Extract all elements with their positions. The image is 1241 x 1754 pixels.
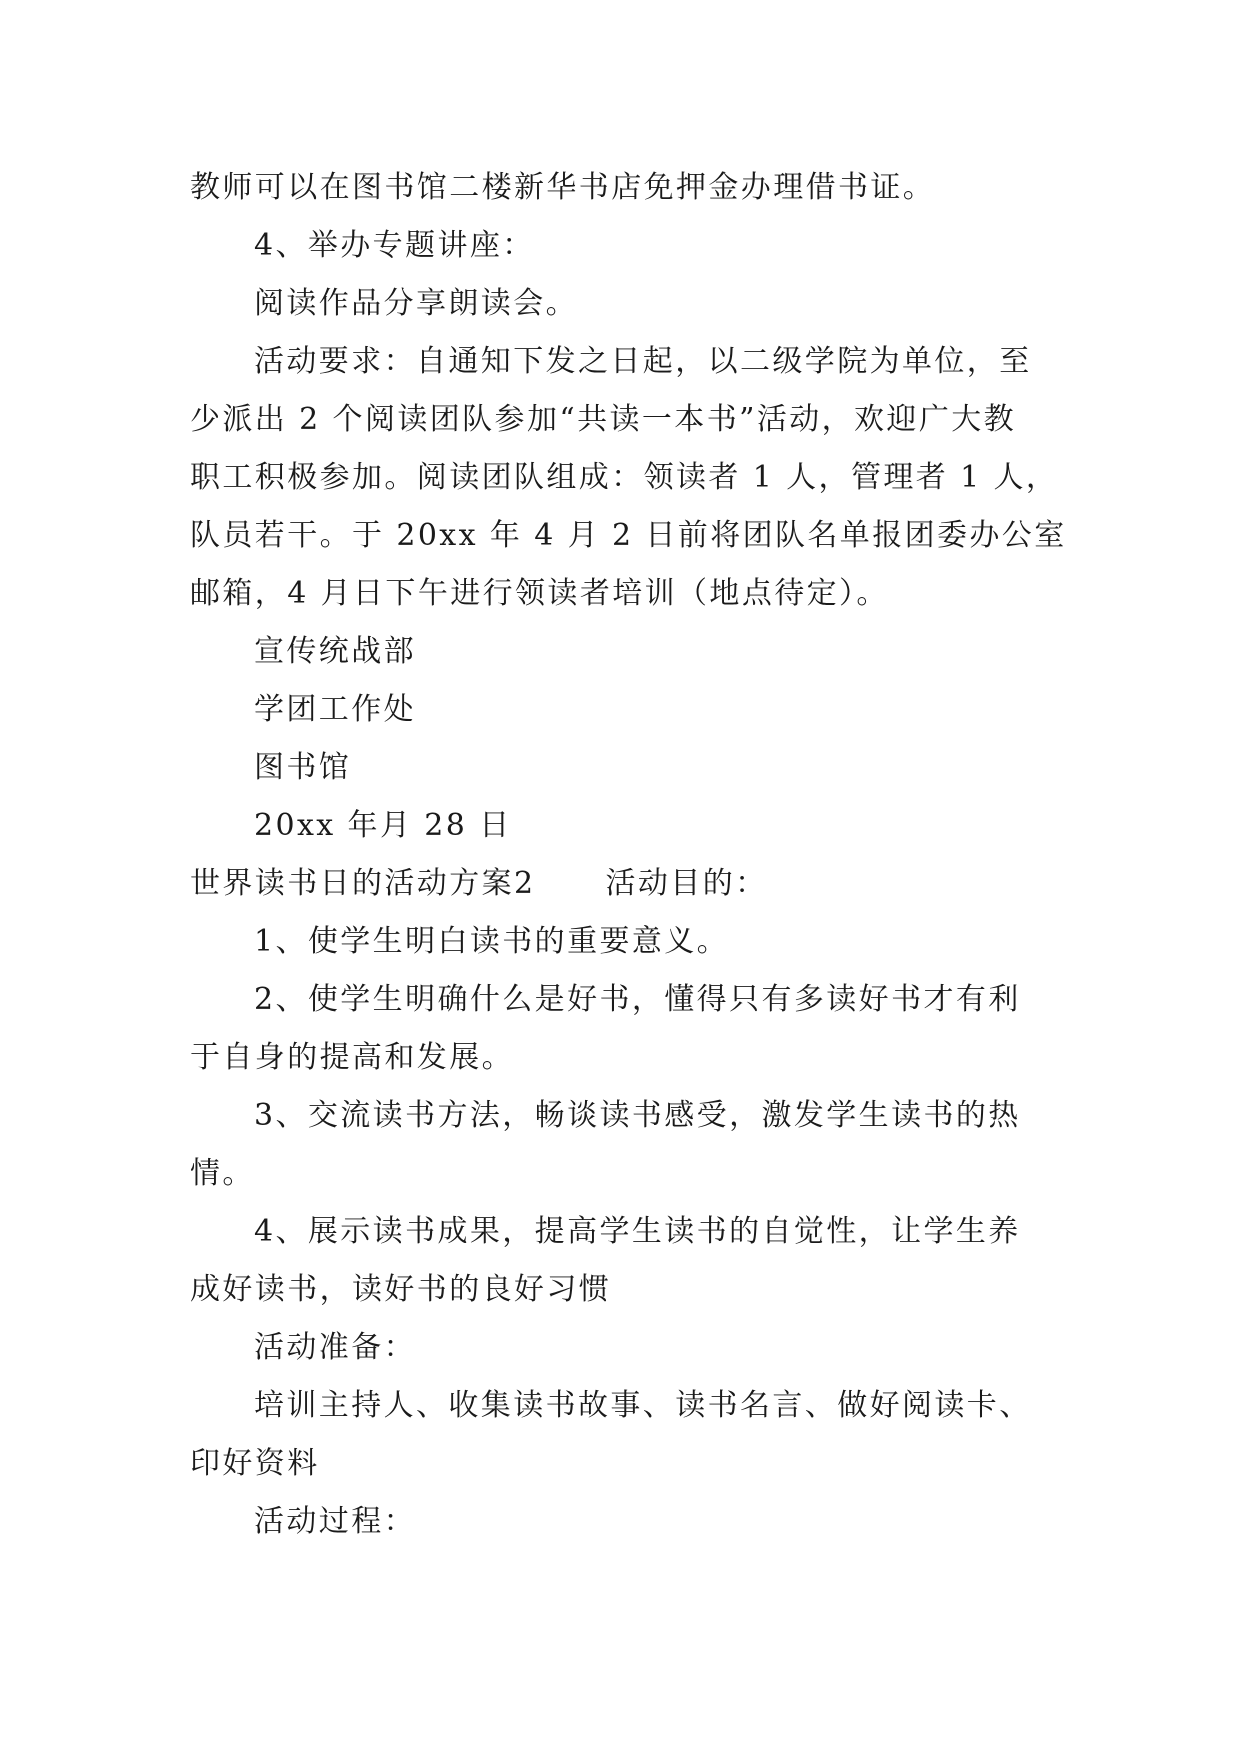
text-line: 少派出 2 个阅读团队参加“共读一本书”活动，欢迎广大教 (190, 402, 1017, 437)
text-line: 4、举办专题讲座： (254, 228, 535, 263)
section-heading-line (190, 855, 1050, 913)
text-line: 培训主持人、收集读书故事、读书名言、做好阅读卡、 (254, 1388, 1032, 1423)
subsection-label: 活动目的： (605, 866, 768, 901)
text-line: 1、使学生明白读书的重要意义。 (254, 924, 730, 959)
text-line: 活动要求：自通知下发之日起，以二级学院为单位，至 (254, 344, 1032, 379)
document-page (190, 0, 1067, 1754)
text-line: 印好资料 (190, 1446, 320, 1481)
signature-line: 宣传统战部 (254, 634, 416, 669)
text-line: 活动准备： (254, 1330, 416, 1365)
text-line: 阅读作品分享朗读会。 (254, 286, 578, 321)
date-line: 20xx 年月 28 日 (254, 808, 512, 843)
section-title: 世界读书日的活动方案2 (190, 866, 536, 901)
text-line: 3、交流读书方法，畅谈读书感受，激发学生读书的热 (254, 1098, 1021, 1133)
text-line: 于自身的提高和发展。 (190, 1040, 514, 1075)
text-line: 4、展示读书成果，提高学生读书的自觉性，让学生养 (254, 1214, 1021, 1249)
text-line: 情。 (190, 1156, 255, 1191)
signature-line: 图书馆 (254, 750, 352, 785)
text-line: 教师可以在图书馆二楼新华书店免押金办理借书证。 (190, 170, 936, 205)
text-line: 队员若干。于 20xx 年 4 月 2 日前将团队名单报团委办公室 (190, 518, 1067, 553)
text-line: 成好读书，读好书的良好习惯 (190, 1272, 612, 1307)
text-line: 活动过程： (254, 1504, 416, 1539)
text-line: 职工积极参加。阅读团队组成：领读者 1 人，管理者 1 人， (190, 460, 1059, 495)
text-line: 邮箱，4 月日下午进行领读者培训（地点待定）。 (190, 576, 889, 611)
signature-line: 学团工作处 (254, 692, 416, 727)
text-line: 2、使学生明确什么是好书，懂得只有多读好书才有利 (254, 982, 1021, 1017)
